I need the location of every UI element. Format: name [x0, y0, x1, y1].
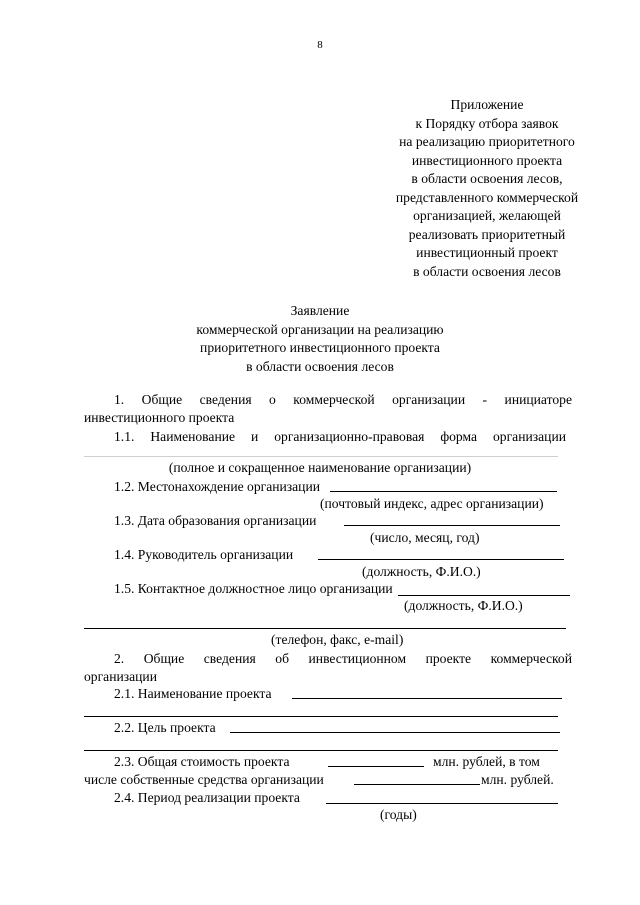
item-2-3-own-funds-label: числе собственные средства организации	[84, 772, 324, 787]
section1-heading: 1. Общие сведения о коммерческой организации - инициаторе	[114, 392, 572, 407]
appendix-line: к Порядку отбора заявок	[415, 115, 559, 131]
title-line: Заявление	[290, 303, 350, 318]
item-1-3-label: 1.3. Дата образования организации	[114, 513, 317, 528]
item-1-1-blank[interactable]	[84, 456, 558, 457]
item-1-5-blank[interactable]	[398, 595, 570, 596]
item-1-5-label: 1.5. Контактное должностное лицо организации	[114, 581, 393, 596]
item-2-3-own-funds-unit: млн. рублей.	[481, 772, 554, 787]
appendix-line: Приложение	[450, 97, 524, 112]
item-1-5-hint: (должность, Ф.И.О.)	[404, 598, 523, 613]
item-2-3-own-funds-blank[interactable]	[354, 784, 480, 785]
appendix-line: инвестиционного проекта	[411, 152, 563, 168]
contacts-hint: (телефон, факс, e-mail)	[271, 632, 404, 647]
item-1-3-hint: (число, месяц, год)	[370, 530, 480, 545]
section2-heading-cont: организации	[84, 669, 157, 684]
item-2-4-label: 2.4. Период реализации проекта	[114, 790, 300, 805]
section2-heading: 2. Общие сведения об инвестиционном проекте коммерческой	[114, 651, 572, 666]
item-2-3-cost-blank[interactable]	[328, 766, 424, 767]
title-line: коммерческой организации на реализацию	[196, 321, 444, 337]
appendix-header	[380, 96, 594, 281]
contacts-blank[interactable]	[84, 628, 566, 629]
appendix-line: организацией, желающей	[413, 208, 561, 223]
item-2-4-blank[interactable]	[326, 803, 558, 804]
appendix-line: реализовать приоритетный	[408, 226, 566, 242]
item-1-2-label: 1.2. Местонахождение организации	[114, 479, 321, 494]
item-2-2-label: 2.2. Цель проекта	[114, 720, 216, 735]
appendix-line: представленного коммерческой	[395, 189, 579, 205]
item-2-4-hint: (годы)	[380, 807, 417, 822]
item-2-3-unit: млн. рублей, в том	[433, 754, 540, 769]
item-1-2-blank[interactable]	[330, 491, 557, 492]
section1-heading-cont: инвестиционного проекта	[84, 410, 235, 425]
item-2-3-label: 2.3. Общая стоимость проекта	[114, 754, 290, 769]
item-1-2-hint: (почтовый индекс, адрес организации)	[320, 496, 544, 511]
appendix-line: в области освоения лесов	[413, 263, 561, 279]
item-1-4-hint: (должность, Ф.И.О.)	[362, 564, 481, 579]
item-2-1-blank-2[interactable]	[84, 716, 558, 717]
title-line: в области освоения лесов	[246, 358, 394, 374]
item-1-4-blank[interactable]	[318, 559, 564, 560]
item-2-2-blank-2[interactable]	[84, 750, 558, 751]
item-2-2-blank[interactable]	[230, 732, 560, 733]
item-1-1-hint: (полное и сокращенное наименование организации)	[168, 460, 472, 475]
appendix-line: на реализацию приоритетного	[399, 134, 575, 149]
item-2-1-blank[interactable]	[292, 698, 562, 699]
document-title	[140, 302, 500, 376]
title-line: приоритетного инвестиционного проекта	[200, 340, 440, 355]
item-1-3-blank[interactable]	[344, 525, 560, 526]
appendix-line: в области освоения лесов,	[411, 171, 563, 186]
item-1-4-label: 1.4. Руководитель организации	[114, 547, 294, 562]
item-2-1-label: 2.1. Наименование проекта	[114, 686, 272, 701]
item-1-1-label: 1.1. Наименование и организационно-правовая форма организации	[114, 429, 566, 444]
appendix-line: инвестиционный проект	[416, 245, 558, 260]
page-number: 8	[317, 39, 323, 51]
